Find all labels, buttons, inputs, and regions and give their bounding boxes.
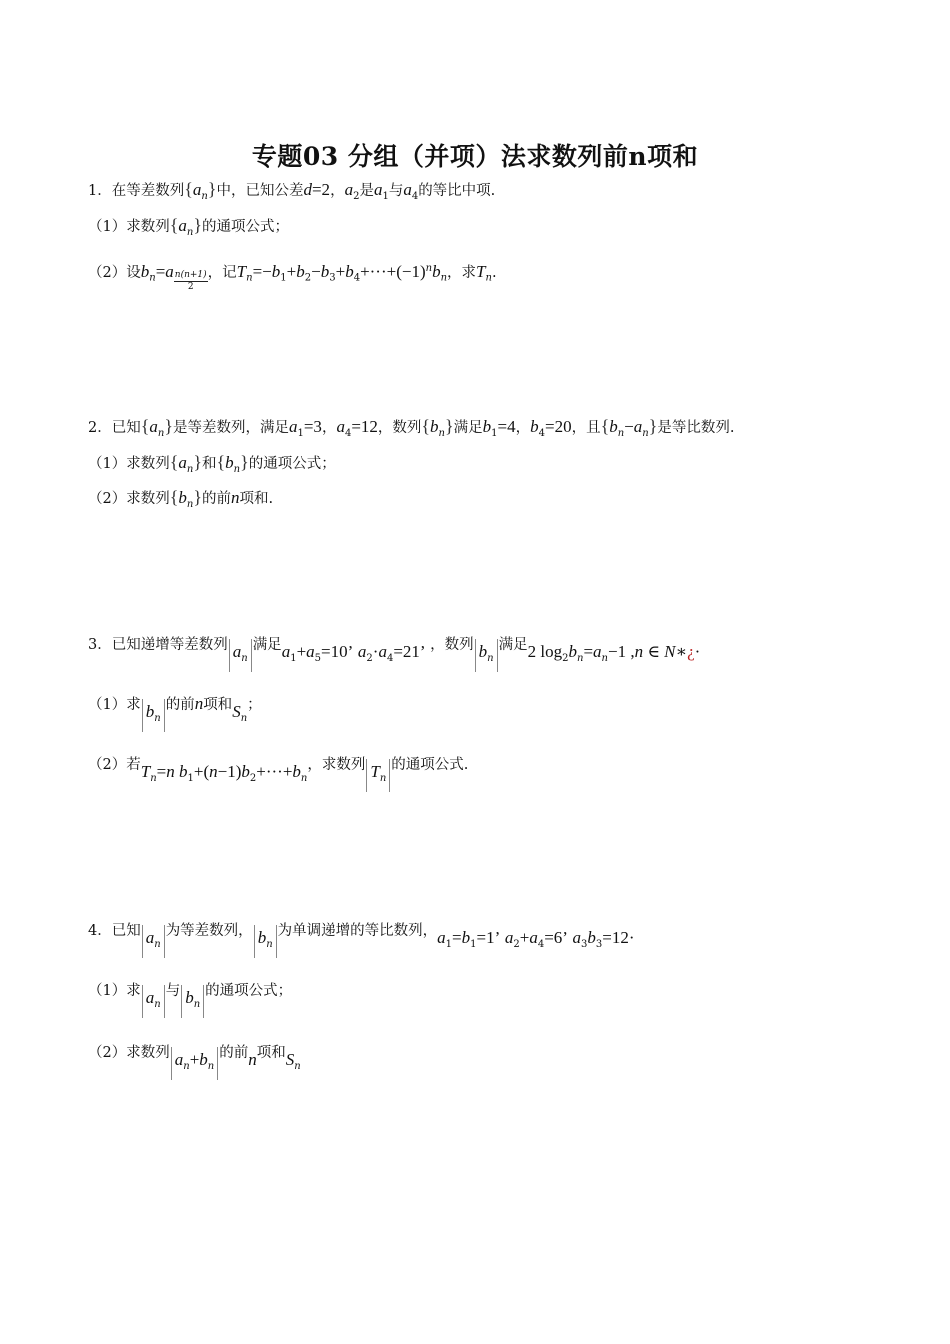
q2-part2: （2）求数列$\{b_n\}$的前n项和. — [88, 487, 274, 510]
q4-part2: （2）求数列 $a_n+b_n$的前n项和$S_n$ — [88, 1040, 301, 1080]
q4-part1: （1）求 $a_n$与 $b_n$的通项公式； — [88, 979, 292, 1018]
q1-part2: （2）设$b_n=a$ $\frac{n(n+1)}{2}$ ，记$T_n=-b_1+b_2-b_3+b_4+\cdot\cdot\cdot+(-1)^nb_n$，求$T_n$. — [88, 261, 497, 292]
q3-part2: （2）若$T_n=n$ $b_1+(n-1)b_2+\cdot\cdot\cdot+b_n$，求数列 $T_n$的通项公式. — [88, 752, 468, 792]
q3-stem: 3．已知递增等差数列 $a_n$满足$a_1+a_5=10$’ $a_2\cdot a_4=21$’ ，数列 $b_n$满足2 $\log_2b_n=a_n-1$ ,n ∈ N∗¿· — [88, 632, 700, 672]
q4-stem: 4．已知 $a_n$为等差数列， $b_n$为单调递增的等比数列，$a_1=b_1=1$’ $a_2+a_4=6$’ $a_3b_3=12\cdot$ — [88, 918, 635, 958]
q1-stem: 1．在等差数列$\{a_n\}$中，已知公差d=2，$a_2$是$a_1$与$a_4$的等比中项. — [88, 179, 496, 202]
q3-part1: （1）求 $b_n$的前n项和$S_n$； — [88, 692, 262, 732]
q2-stem: 2．已知$\{a_n\}$是等差数列，满足$a_1=3$，$a_4=12$，数列$\{b_n\}$满足$b_1=4$，$b_4=20$，且$\{b_n-a_n\}$是等比数列. — [88, 416, 735, 439]
page-title: 专题03 分组（并项）法求数列前n项和 — [251, 142, 699, 171]
q2-part1: （1）求数列$\{a_n\}$和$\{b_n\}$的通项公式； — [88, 452, 336, 475]
q1-part1: （1）求数列$\{a_n\}$的通项公式； — [88, 215, 289, 238]
